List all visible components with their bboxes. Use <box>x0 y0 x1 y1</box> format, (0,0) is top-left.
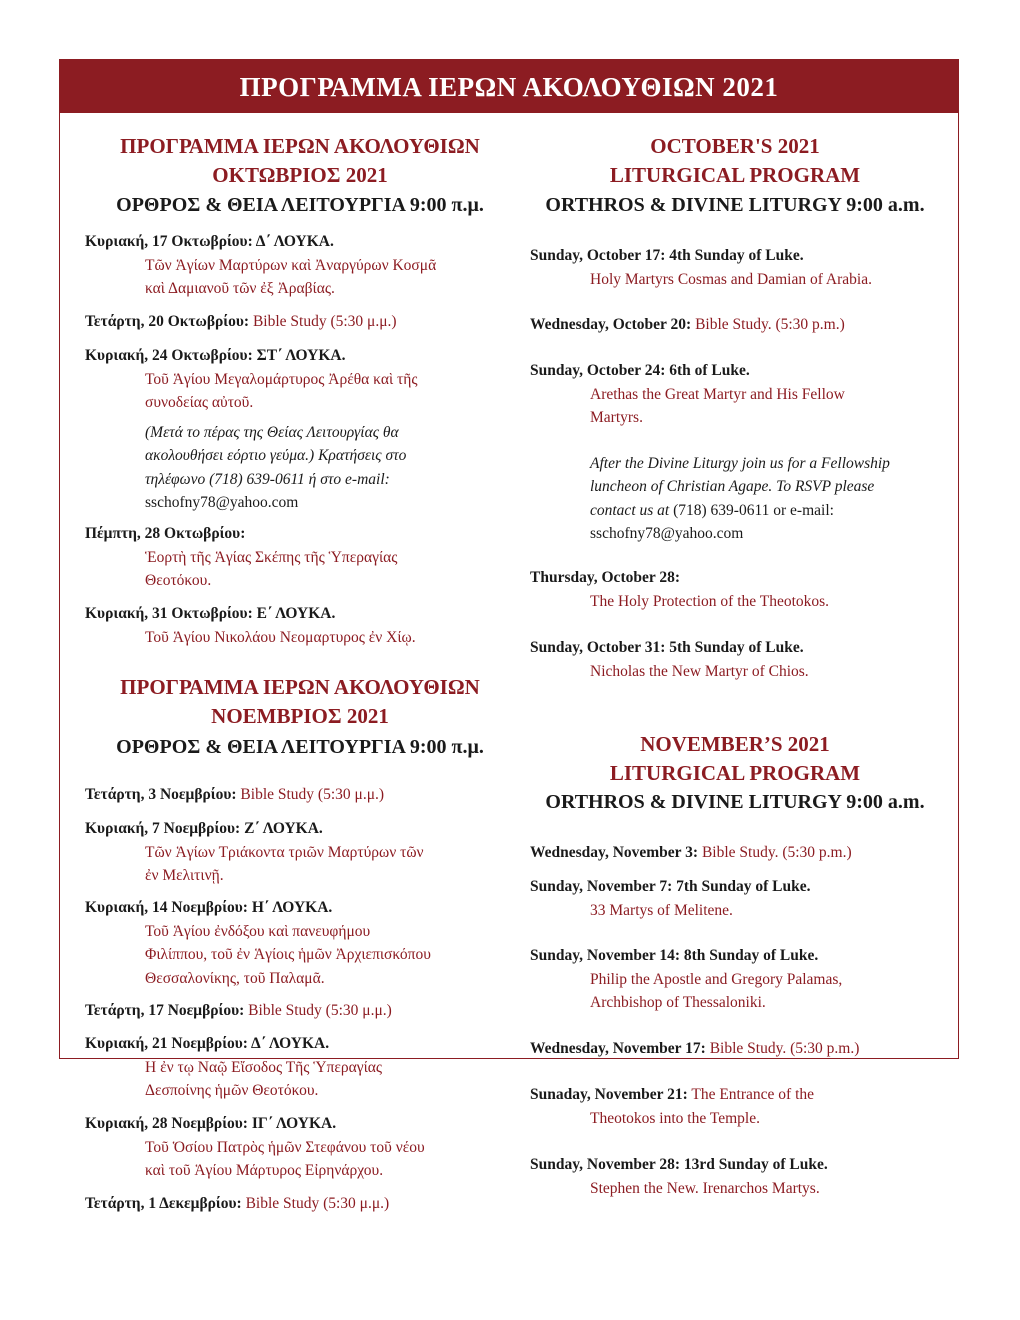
schedule-frame <box>59 59 959 1212</box>
entry-bible-study: Bible Study (5:30 μ.μ.) <box>245 1195 390 1212</box>
greek-nov-entry-3 <box>85 783 515 807</box>
entry-note: luncheon of Christian Agape. To RSVP please <box>590 478 875 495</box>
entry-feast: Τοῦ Ὁσίου Πατρὸς ἡμῶν Στεφάνου τοῦ νέου <box>145 1138 425 1156</box>
entry-date: Κυριακή, 7 Νοεμβρίου: Ζ΄ ΛΟΥΚΑ. <box>85 820 323 837</box>
entry-bible-study: Bible Study. (5:30 p.m.) <box>695 316 845 333</box>
english-oct-entry-31 <box>530 636 940 683</box>
english-nov-entry-28 <box>530 1153 940 1200</box>
entry-feast: Theotokos into the Temple. <box>590 1109 760 1127</box>
english-nov-title-line2: LITURGICAL PROGRAM <box>609 761 861 785</box>
entry-feast: Philip the Apostle and Gregory Palamas, <box>590 970 843 988</box>
english-nov-entry-14 <box>530 944 940 1015</box>
greek-oct-entry-17 <box>85 230 515 301</box>
english-nov-title-line1: NOVEMBER’S 2021 <box>640 732 830 756</box>
greek-nov-entry-7 <box>85 817 515 888</box>
entry-date: Thursday, October 28: <box>530 569 680 586</box>
entry-note: (Μετά το πέρας της Θείας Λειτουργίας θα <box>145 423 399 441</box>
entry-feast: Ἑορτὴ τῆς Ἁγίας Σκέπης τῆς Ὑπεραγίας <box>145 548 398 566</box>
entry-note: τηλέφωνο (718) 639-0611 ή στο e-mail: <box>145 470 390 488</box>
greek-oct-entry-28 <box>85 522 515 593</box>
english-oct-entry-28 <box>530 566 940 613</box>
entry-feast: 33 Martys of Melitene. <box>590 901 733 919</box>
entry-date: Wednesday, October 20: <box>530 316 692 333</box>
entry-feast: Nicholas the New Martyr of Chios. <box>590 662 809 680</box>
greek-oct-service-time: ΟΡΘΡΟΣ & ΘΕΙΑ ΛΕΙΤΟΥΡΓΙΑ 9:00 π.μ. <box>116 194 484 216</box>
entry-date: Τετάρτη, 20 Οκτωβρίου: <box>85 313 250 330</box>
greek-nov-entry-28 <box>85 1112 515 1183</box>
english-nov-service-time: ORTHROS & DIVINE LITURGY 9:00 a.m. <box>545 791 925 813</box>
entry-date: Κυριακή, 28 Νοεμβρίου: ΙΓ΄ ΛΟΥΚΑ. <box>85 1115 337 1132</box>
entry-bible-study: Bible Study (5:30 μ.μ.) <box>240 786 385 803</box>
entry-date: Sunday, November 28: 13rd Sunday of Luke. <box>530 1156 828 1173</box>
entry-note-text: contact us at <box>590 501 670 519</box>
entry-email: sschofny78@yahoo.com <box>145 494 299 511</box>
entry-date: Πέμπτη, 28 Οκτωβρίου: <box>85 525 246 542</box>
entry-date: Κυριακή, 24 Οκτωβρίου: ΣΤ΄ ΛΟΥΚΑ. <box>85 347 346 364</box>
entry-date: Sunday, November 14: 8th Sunday of Luke. <box>530 947 819 964</box>
entry-feast: The Holy Protection of the Theotokos. <box>590 592 830 610</box>
entry-feast: Τοῦ Ἁγίου Νικολάου Νεομαρτυρος ἐν Χίῳ. <box>145 628 416 646</box>
entry-date: Sunday, October 17: 4th Sunday of Luke. <box>530 247 804 264</box>
english-oct-entry-17 <box>530 244 940 291</box>
entry-bible-study: Bible Study. (5:30 p.m.) <box>709 1040 860 1057</box>
entry-date: Κυριακή, 31 Οκτωβρίου: Ε΄ ΛΟΥΚΑ. <box>85 605 336 622</box>
entry-feast: ἐν Μελιτινῇ. <box>145 867 224 884</box>
greek-nov-entry-21 <box>85 1032 515 1103</box>
entry-date: Wednesday, November 3: <box>530 844 699 861</box>
entry-feast: Martyrs. <box>590 409 643 426</box>
entry-email: sschofny78@yahoo.com <box>590 525 744 542</box>
english-nov-entry-21 <box>530 1083 940 1130</box>
entry-feast: Τοῦ Ἁγίου Μεγαλομάρτυρος Ἀρέθα καὶ τῆς <box>145 370 418 388</box>
entry-feast: The Entrance of the <box>691 1086 815 1103</box>
english-oct-service-time: ORTHROS & DIVINE LITURGY 9:00 a.m. <box>545 194 925 216</box>
greek-dec-entry-1 <box>85 1192 515 1216</box>
entry-feast: Δεσποίνης ἡμῶν Θεοτόκου. <box>145 1082 319 1099</box>
greek-oct-title-line2: ΟΚΤΩΒΡΙΟΣ 2021 <box>212 163 388 187</box>
english-nov-entry-3 <box>530 841 940 865</box>
entry-bible-study: Bible Study. (5:30 p.m.) <box>701 844 852 861</box>
entry-feast: Η ἐν τῳ Ναῷ Εἴσοδος Τῆς Ὑπεραγίας <box>145 1058 383 1076</box>
entry-bible-study: Bible Study (5:30 μ.μ.) <box>248 1002 392 1019</box>
page-banner: ΠΡΟΓΡΑΜΜΑ ΙΕΡΩΝ ΑΚΟΛΟΥΘΙΩΝ 2021 <box>60 60 958 113</box>
entry-date: Τετάρτη, 17 Νοεμβρίου: <box>85 1002 245 1019</box>
english-oct-title-line2: LITURGICAL PROGRAM <box>609 163 861 187</box>
english-oct-entry-24 <box>530 359 940 546</box>
greek-nov-entry-17 <box>85 999 515 1023</box>
english-oct-title-line1: OCTOBER'S 2021 <box>650 134 820 158</box>
entry-phone: (718) 639-0611 or e-mail: <box>673 501 834 519</box>
english-nov-entry-17 <box>530 1037 940 1061</box>
entry-feast: Stephen the New. Irenarchos Martys. <box>590 1179 820 1197</box>
entry-feast: Τοῦ Ἁγίου ἐνδόξου καὶ πανευφήμου <box>145 922 371 940</box>
entry-note: After the Divine Liturgy join us for a Fellowship <box>590 454 890 472</box>
entry-feast: συνοδείας αὐτοῦ. <box>145 394 254 411</box>
entry-feast: Arethas the Great Martyr and His Fellow <box>590 385 845 403</box>
entry-feast: Θεοτόκου. <box>145 572 212 589</box>
greek-nov-title-line2: ΝΟΕΜΒΡΙΟΣ 2021 <box>211 704 389 728</box>
entry-date: Sunday, October 24: 6th of Luke. <box>530 362 750 379</box>
greek-oct-entry-31 <box>85 602 515 649</box>
entry-feast: Τῶν Ἁγίων Τριάκοντα τριῶν Μαρτύρων τῶν <box>145 843 424 861</box>
entry-date: Κυριακή, 14 Νοεμβρίου: Η΄ ΛΟΥΚΑ. <box>85 899 333 916</box>
english-nov-entry-7 <box>530 875 940 922</box>
entry-feast: καὶ τοῦ Ἁγίου Μάρτυρος Εἰρηνάρχου. <box>145 1162 384 1179</box>
entry-date: Sunday, October 31: 5th Sunday of Luke. <box>530 639 804 656</box>
entry-date: Κυριακή, 17 Οκτωβρίου: Δ΄ ΛΟΥΚΑ. <box>85 233 334 250</box>
entry-date: Τετάρτη, 3 Νοεμβρίου: <box>85 786 237 803</box>
entry-date: Sunday, November 7: 7th Sunday of Luke. <box>530 878 811 895</box>
entry-feast: Θεσσαλονίκης, τοῦ Παλαμᾶ. <box>145 969 325 987</box>
greek-oct-entry-24 <box>85 344 515 515</box>
entry-date: Wednesday, November 17: <box>530 1040 706 1057</box>
greek-nov-title-line1: ΠΡΟΓΡΑΜΜΑ ΙΕΡΩΝ ΑΚΟΛΟΥΘΙΩΝ <box>120 675 480 699</box>
english-oct-entry-20 <box>530 313 940 337</box>
entry-feast: καὶ Δαμιανοῦ τῶν ἐξ Ἀραβίας. <box>145 280 335 297</box>
greek-oct-entry-20 <box>85 310 515 334</box>
entry-date: Κυριακή, 21 Νοεμβρίου: Δ΄ ΛΟΥΚΑ. <box>85 1035 330 1052</box>
entry-note <box>530 499 940 523</box>
greek-oct-title-line1: ΠΡΟΓΡΑΜΜΑ ΙΕΡΩΝ ΑΚΟΛΟΥΘΙΩΝ <box>120 134 480 158</box>
entry-date: Τετάρτη, 1 Δεκεμβρίου: <box>85 1195 242 1212</box>
entry-feast: Φιλίππου, τοῦ ἐν Ἁγίοις ἡμῶν Ἀρχιεπισκόπου <box>145 946 431 963</box>
entry-feast: Τῶν Ἁγίων Μαρτύρων καὶ Ἀναργύρων Κοσμᾶ <box>145 256 437 274</box>
greek-nov-entry-14 <box>85 896 515 990</box>
entry-feast: Archbishop of Thessaloniki. <box>590 994 766 1011</box>
entry-date: Sunaday, November 21: <box>530 1086 688 1103</box>
greek-nov-service-time: ΟΡΘΡΟΣ & ΘΕΙΑ ΛΕΙΤΟΥΡΓΙΑ 9:00 π.μ. <box>116 736 484 758</box>
entry-feast: Holy Martyrs Cosmas and Damian of Arabia. <box>590 270 872 288</box>
entry-bible-study: Bible Study (5:30 μ.μ.) <box>252 313 397 330</box>
entry-note: ακολουθήσει εόρτιο γεύμα.) Κρατήσεις στο <box>145 447 407 464</box>
